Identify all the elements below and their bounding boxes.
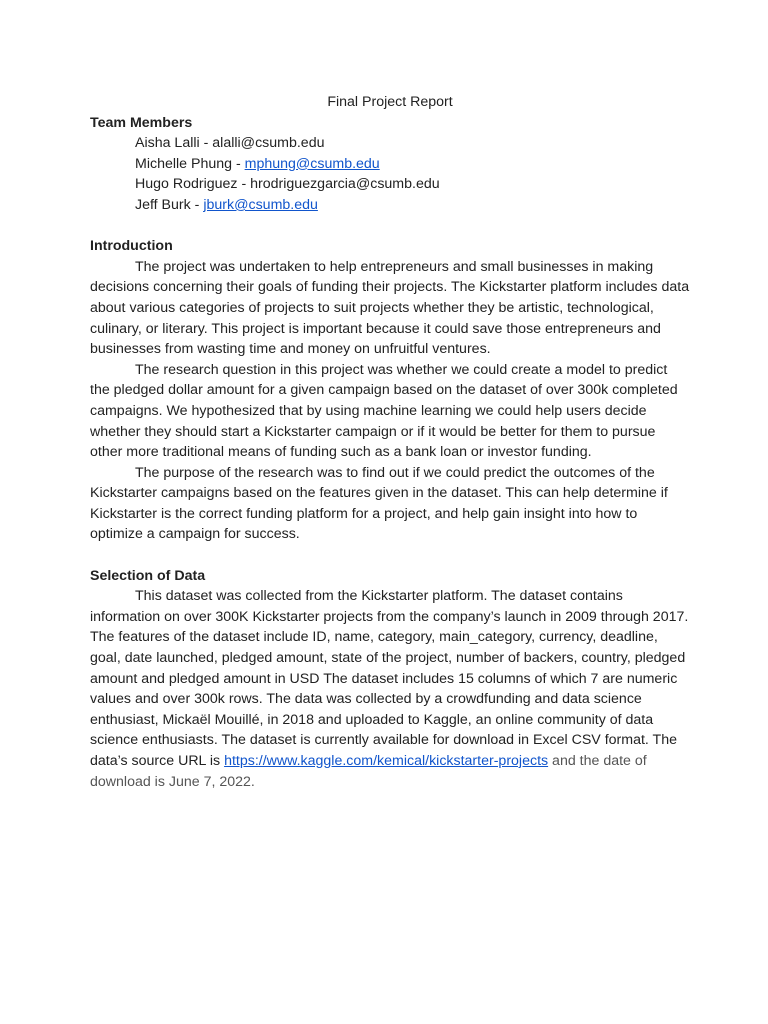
- introduction-paragraph: The research question in this project was whether we could create a model to predict the pledged dollar amount for a given campaign based on the dataset of over 300k completed campaigns. We hypothesized that by using machine learning we could help users decide whether they should start a Kickstarter campaign or if it would be better for them to pursue other more traditional means of funding such as a bank loan or investor funding.: [90, 361, 678, 461]
- introduction-paragraph: The purpose of the research was to find out if we could predict the outcomes of the Kickstarter campaigns based on the features given in the dataset. This can help determine if Kickstarter is the correct funding platform for a project, and help gain insight into how to optimize a campaign for success.: [90, 464, 668, 543]
- team-members-heading: Team Members: [90, 114, 193, 131]
- member-email: alalli@csumb.edu: [212, 135, 325, 152]
- document-page: [90, 92, 690, 792]
- member-email-link[interactable]: mphung@csumb.edu: [244, 155, 380, 172]
- member-name: Jeff Burk -: [135, 196, 204, 213]
- selection-of-data-heading: Selection of Data: [90, 567, 206, 584]
- selection-text: This dataset was collected from the Kickstarter platform. The dataset contains information on over 300K Kickstarter projects from the company’s launch in 2009 through 2017. The features of the dataset include ID, name, category, main_category, currency, deadline, goal, date launched, pledged amount, state of the project, number of backers, country, pledged amount and pledged amount in USD The dataset includes 15 columns of which 7 are numeric values and over 300k rows. The data was collected by a crowdfunding and data science enthusiast, Mickaël Mouillé, in 2018 and uploaded to Kaggle, an online community of data science enthusiasts. The dataset is currently available for download in Excel CSV format. The data’s source URL is: [90, 588, 689, 769]
- team-member-row: [90, 154, 690, 175]
- team-members-list: [90, 133, 690, 215]
- member-name: Michelle Phung -: [135, 155, 245, 172]
- document-title: Final Project Report: [327, 94, 453, 110]
- member-email: hrodriguezgarcia@csumb.edu: [250, 176, 440, 193]
- member-email-link[interactable]: jburk@csumb.edu: [203, 196, 318, 213]
- member-name: Aisha Lalli -: [135, 135, 213, 152]
- member-name: Hugo Rodriguez -: [135, 176, 251, 193]
- introduction-paragraph: The project was undertaken to help entrepreneurs and small businesses in making decisions concerning their goals of funding their projects. The Kickstarter platform includes data about various categories of projects to suit projects whether they be artistic, technological, culinary, or literary. This project is important because it could save those entrepreneurs and businesses from wasting time and money on unfruitful ventures.: [90, 258, 690, 358]
- download-date-text: and the date of download is June 7, 2022.: [90, 753, 647, 790]
- team-member-row: [90, 195, 690, 216]
- team-member-row: [90, 133, 690, 154]
- source-url-link[interactable]: https://www.kaggle.com/kemical/kickstarter-projects: [224, 753, 549, 769]
- team-member-row: [90, 174, 690, 195]
- introduction-heading: Introduction: [90, 238, 173, 255]
- spacer: [90, 216, 690, 237]
- selection-of-data-paragraph: [90, 586, 690, 792]
- spacer: [90, 545, 690, 566]
